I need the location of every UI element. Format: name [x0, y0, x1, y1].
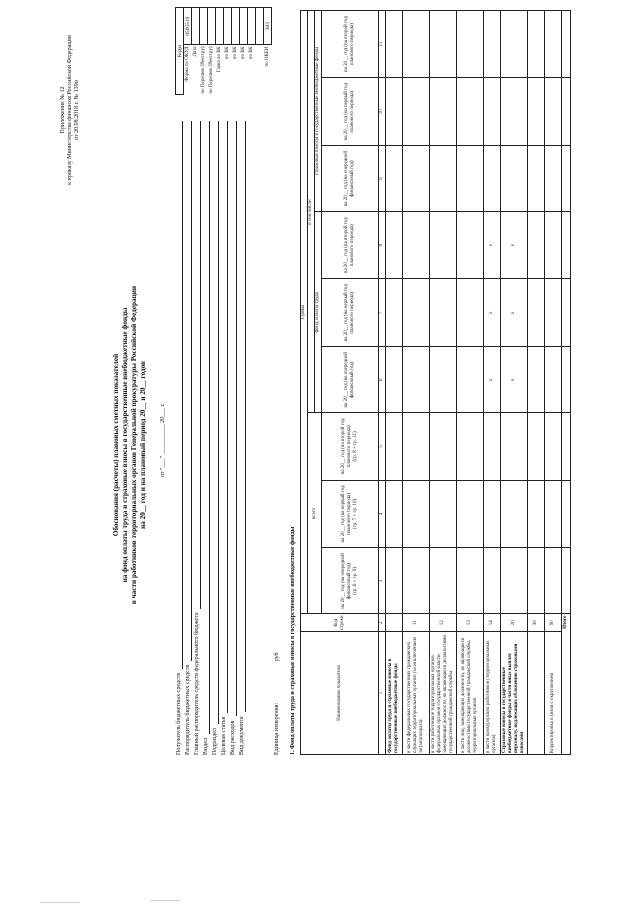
- row-label: Фонд оплаты труда и страховые взносы в государственные внебюджетные фонды: [386, 632, 403, 755]
- scan-artifact: [150, 900, 180, 901]
- value-cell: [430, 480, 457, 548]
- requisite-label: Вид расходов: [230, 720, 236, 755]
- code-value: [232, 8, 240, 45]
- value-cell: [501, 480, 528, 548]
- value-cell: [484, 548, 501, 614]
- value-cell: [501, 78, 528, 146]
- column-number: 5: [379, 413, 386, 480]
- value-cell: [430, 279, 457, 347]
- row-label: [528, 632, 545, 755]
- year-header: [322, 347, 379, 413]
- year-header: [322, 212, 379, 279]
- year-header-text: на 20__ год (на очередной финансовый год): [341, 553, 352, 609]
- row-code: 14: [484, 614, 501, 632]
- code-row: [216, 8, 224, 95]
- value-cell: [528, 480, 545, 548]
- code-label: по БК: [225, 46, 230, 60]
- codes-table: [175, 7, 272, 95]
- title-line-2: на фонд оплаты труда и страховые взносы в государственные внебюджетные фонды: [121, 307, 129, 583]
- total-cell: [562, 548, 571, 614]
- table-row: [403, 11, 430, 755]
- year-header-text: на 20__ год (на первый год планового периода): [341, 485, 352, 543]
- total-row: [562, 11, 571, 755]
- value-cell: [528, 548, 545, 614]
- col-name: Наименование показателя: [301, 632, 379, 755]
- code-row: [208, 8, 216, 95]
- table-row: [484, 11, 501, 755]
- code-value: [256, 8, 264, 45]
- value-cell: [528, 146, 545, 212]
- requisite-line: [194, 121, 201, 609]
- value-cell: [430, 548, 457, 614]
- column-number: 11: [379, 11, 386, 78]
- code-label: [256, 45, 264, 95]
- code-label: по ОКЕИ: [265, 46, 270, 67]
- code-label: по БК: [241, 46, 246, 60]
- column-number: 4: [379, 480, 386, 548]
- value-cell: [528, 413, 545, 480]
- value-cell: [430, 212, 457, 279]
- value-cell: [403, 480, 430, 548]
- value-cell: [545, 548, 562, 614]
- value-cell: [545, 11, 562, 78]
- code-label: по Перечню (Реестру): [209, 46, 214, 94]
- code-value: [200, 8, 208, 45]
- value-cell: [501, 146, 528, 212]
- value-cell: [403, 279, 430, 347]
- requisite-label: Целевая статья: [221, 716, 227, 755]
- value-cell: [545, 146, 562, 212]
- total-label: Итого: [562, 614, 571, 755]
- value-cell: [430, 347, 457, 413]
- value-cell: [545, 413, 562, 480]
- year-header-text: (гр. 7 + гр. 10): [353, 498, 358, 530]
- value-cell: [386, 548, 403, 614]
- value-cell: [386, 212, 403, 279]
- code-row: [240, 8, 248, 95]
- requisite-field: [185, 115, 194, 755]
- value-cell: [386, 11, 403, 78]
- col-incl: в том числе:: [308, 11, 315, 413]
- requisite-field: [212, 115, 221, 755]
- document-title: [112, 235, 148, 655]
- year-header: [322, 480, 379, 548]
- col-fot: фонд оплаты труда: [315, 212, 322, 413]
- value-cell: [484, 146, 501, 212]
- row-code: 12: [430, 614, 457, 632]
- code-row: [200, 8, 208, 95]
- value-cell: [430, 413, 457, 480]
- value-cell: x: [501, 279, 528, 347]
- value-cell: [386, 78, 403, 146]
- value-cell: [484, 11, 501, 78]
- code-value: [224, 8, 232, 45]
- row-label: в части прокурорских работников (территориальных органов): [484, 632, 501, 755]
- value-cell: [528, 347, 545, 413]
- value-cell: [457, 279, 484, 347]
- requisite-label: Раздел: [203, 738, 209, 755]
- row-code: 90: [545, 614, 562, 632]
- code-label: по Перечню (Реестру): [201, 46, 206, 94]
- year-header-text: на 20__ год (на второй год планового периода): [341, 418, 352, 475]
- value-cell: [528, 78, 545, 146]
- requisite-label: Распорядитель бюджетных средств: [185, 664, 191, 755]
- year-header-text: на 20__ год (на очередной финансовый год): [344, 150, 355, 207]
- requisite-field: [239, 115, 248, 755]
- col-total: всего: [308, 413, 322, 614]
- column-number: 2: [379, 614, 386, 632]
- year-header: [322, 11, 379, 78]
- value-cell: x: [501, 347, 528, 413]
- code-row: [184, 8, 192, 95]
- row-code: [386, 614, 403, 632]
- requisite-line: [230, 121, 237, 717]
- value-cell: [386, 480, 403, 548]
- code-row: [224, 8, 232, 95]
- code-label: Дата: [193, 46, 198, 57]
- value-cell: [457, 413, 484, 480]
- code-row: [264, 8, 272, 95]
- date-line: от "___" __________ 20___ г.: [160, 403, 166, 477]
- requisite-label: Получатель бюджетных средств: [176, 672, 182, 755]
- value-cell: [457, 146, 484, 212]
- value-cell: [457, 78, 484, 146]
- year-header: [322, 146, 379, 212]
- units-row: [274, 652, 281, 755]
- column-number: 8: [379, 212, 386, 279]
- row-label: Страховые взносы в государственные внебюджетные фонды в части иных выплат персоналу, подлежащих обложению страховыми взносами: [501, 632, 528, 755]
- value-cell: [457, 480, 484, 548]
- row-label: в части федеральных государственных гражданских служащих территориальных органов (за исключением заграгаппарата): [403, 632, 430, 755]
- requisite-field: [203, 115, 212, 755]
- year-header-text: на 20__ год (на очередной финансовый год): [344, 352, 355, 408]
- total-cell: [562, 212, 571, 279]
- year-header: [322, 279, 379, 347]
- total-cell: [562, 146, 571, 212]
- column-number: 1: [379, 632, 386, 755]
- year-header-text: на 20__ год (на второй год планового периода): [344, 16, 355, 73]
- year-header-text: (гр. 8 + гр. 11): [353, 431, 358, 462]
- column-number: 7: [379, 279, 386, 347]
- table-row: [528, 11, 545, 755]
- requisite-label: Вид документа: [239, 716, 245, 755]
- value-cell: [528, 212, 545, 279]
- requisite-field: [230, 115, 239, 755]
- value-cell: [386, 279, 403, 347]
- appendix-line-1: Приложение № 12: [60, 86, 66, 134]
- value-cell: [457, 548, 484, 614]
- requisite-line: [176, 121, 183, 669]
- value-cell: [501, 413, 528, 480]
- value-cell: [457, 11, 484, 78]
- section-title: 1. Фонд оплаты труда и страховые взносы в государственные внебюджетные фонды: [290, 526, 296, 755]
- value-cell: [457, 347, 484, 413]
- main-table: [300, 10, 571, 755]
- value-cell: [545, 78, 562, 146]
- value-cell: [484, 480, 501, 548]
- code-value: [240, 8, 248, 45]
- value-cell: x: [484, 347, 501, 413]
- value-cell: x: [501, 212, 528, 279]
- code-row: [232, 8, 240, 95]
- row-code: 30: [528, 614, 545, 632]
- scan-artifact: [40, 902, 80, 903]
- row-code: 13: [457, 614, 484, 632]
- row-code: 11: [403, 614, 430, 632]
- value-cell: [457, 212, 484, 279]
- requisite-line: [212, 121, 219, 724]
- total-cell: [562, 413, 571, 480]
- code-value: 383: [264, 8, 272, 45]
- value-cell: [545, 212, 562, 279]
- total-cell: [562, 347, 571, 413]
- code-label: по БК: [233, 46, 238, 60]
- year-header-text: на 20__ год (на первый год планового периода): [344, 284, 355, 342]
- value-cell: [386, 347, 403, 413]
- value-cell: [386, 146, 403, 212]
- units-label: Единица измерения:: [274, 702, 280, 755]
- value-cell: [501, 548, 528, 614]
- value-cell: [403, 212, 430, 279]
- col-sum: Сумма: [301, 11, 308, 614]
- value-cell: [484, 413, 501, 480]
- requisite-line: [185, 121, 192, 661]
- appendix-line-2: к приказу Министерства финансов Российской Федерации: [67, 35, 73, 185]
- year-header-text: на 20__ год (на первый год планового периода): [344, 83, 355, 141]
- title-line-1: Обоснования (расчеты) плановых сметных показателей: [112, 353, 120, 537]
- row-label: Корректировка в связи с округлением: [545, 632, 562, 755]
- total-cell: [562, 78, 571, 146]
- year-header-text: (гр. 6 + гр. 9): [353, 567, 358, 595]
- requisite-line: [203, 121, 210, 734]
- requisite-field: [176, 115, 185, 755]
- requisite-line: [221, 121, 228, 713]
- table-row: [457, 11, 484, 755]
- value-cell: [528, 279, 545, 347]
- requisite-label: Подраздел: [212, 728, 218, 755]
- total-cell: [562, 11, 571, 78]
- code-label: Форма по ОКУД: [185, 46, 191, 82]
- row-label: в части лиц, замещающих должности, не являющиеся должностями государственной гражданской службы, территориальных органов: [457, 632, 484, 755]
- value-cell: [403, 548, 430, 614]
- code-row: [192, 8, 200, 95]
- code-row: [256, 8, 264, 95]
- appendix-line-3: от 20.08.2018 г. № 139н: [74, 80, 80, 140]
- table-row: [430, 11, 457, 755]
- value-cell: x: [484, 212, 501, 279]
- title-line-3: в части работников территориальных органов Генеральной прокуратуры Российской Федерации: [130, 285, 138, 605]
- value-cell: [545, 480, 562, 548]
- year-header-text: на 20__ год (на второй год планового периода): [344, 217, 355, 274]
- code-value: [248, 8, 256, 45]
- code-value: 0505519: [184, 8, 192, 45]
- codes-header: Коды: [176, 8, 184, 95]
- value-cell: [403, 347, 430, 413]
- value-cell: [545, 347, 562, 413]
- value-cell: [430, 146, 457, 212]
- year-header: [322, 413, 379, 480]
- value-cell: [403, 146, 430, 212]
- code-value: [216, 8, 224, 45]
- total-cell: [562, 279, 571, 347]
- code-label: Глава по БК: [217, 46, 222, 73]
- col-code: Код строки: [301, 614, 379, 632]
- table-row: [501, 11, 528, 755]
- column-number: 3: [379, 548, 386, 614]
- units-value: руб: [274, 652, 280, 662]
- code-label: по БК: [249, 46, 254, 60]
- code-row: [248, 8, 256, 95]
- total-cell: [562, 480, 571, 548]
- requisite-line: [239, 121, 246, 712]
- value-cell: [484, 78, 501, 146]
- value-cell: [430, 78, 457, 146]
- appendix-note: [60, 15, 81, 205]
- code-value: [192, 8, 200, 45]
- requisite-label: Главный распорядитель средств федерального бюджета: [194, 612, 200, 755]
- column-number: 6: [379, 347, 386, 413]
- value-cell: x: [484, 279, 501, 347]
- value-cell: [403, 11, 430, 78]
- requisites: [176, 115, 248, 755]
- value-cell: [430, 11, 457, 78]
- table-row: [386, 11, 403, 755]
- column-number: 10: [379, 78, 386, 146]
- year-header: [322, 78, 379, 146]
- col-ins: страховые взносы в государственные внебюджетные фонды: [315, 11, 322, 212]
- requisite-field: [194, 115, 203, 755]
- code-value: [208, 8, 216, 45]
- value-cell: [403, 78, 430, 146]
- value-cell: [403, 413, 430, 480]
- value-cell: [501, 11, 528, 78]
- row-label: в части работников территориальных органов федеральных органов государственной власти, замещающих должности, не являющиеся должностями государственной гражданской службы: [430, 632, 457, 755]
- year-header: [322, 548, 379, 614]
- value-cell: [528, 11, 545, 78]
- row-code: 20: [501, 614, 528, 632]
- value-cell: [386, 413, 403, 480]
- table-row: [545, 11, 562, 755]
- title-line-4: на 20__ год и на плановый период 20__ и 20__ годов: [139, 361, 147, 529]
- column-number: 9: [379, 146, 386, 212]
- requisite-field: [221, 115, 230, 755]
- value-cell: [545, 279, 562, 347]
